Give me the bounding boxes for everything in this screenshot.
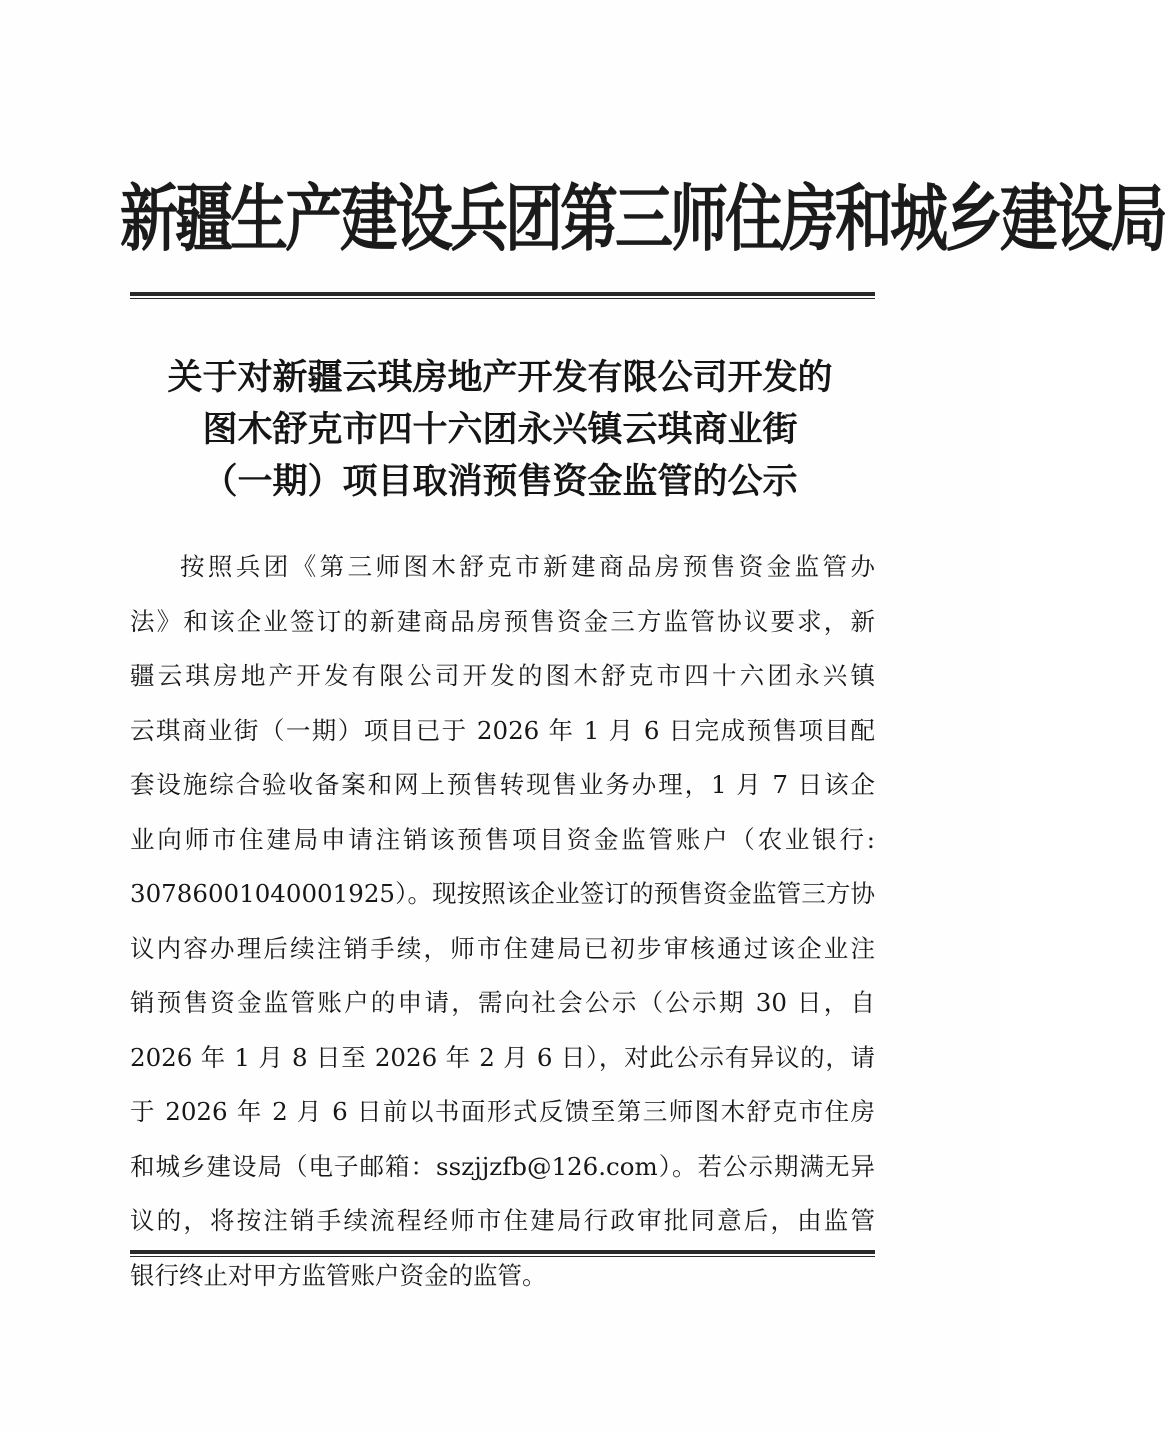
title-line: （一期）项目取消预售资金监管的公示 [202,462,798,502]
header-divider-thick [130,292,875,296]
body-line: 和城乡建设局（电子邮箱：sszjjzfb@126.com）。若公示期满无异 [130,1151,875,1181]
header-divider [130,292,875,299]
body-line: 法》和该企业签订的新建商品房预售资金三方监管协议要求，新 [130,606,875,636]
body-line: 疆云琪房地产开发有限公司开发的图木舒克市四十六团永兴镇 [130,661,875,690]
body-line: 套设施综合验收备案和网上预售转现售业务办理，1 月 7 日该企 [130,770,875,799]
body-line: 议内容办理后续注销手续，师市住建局已初步审核通过该企业注 [130,933,875,963]
footer-divider-thick [130,1250,875,1254]
title-line: 图木舒克市四十六团永兴镇云琪商业街 [202,410,798,450]
notice-title [120,352,880,508]
body-line: 按照兵团《第三师图木舒克市新建商品房预售资金监管办 [180,552,875,581]
body-line: 2026 年 1 月 8 日至 2026 年 2 月 6 日），对此公示有异议的，请 [130,1042,875,1072]
body-line: 业向师市住建局申请注销该预售项目资金监管账户（农业银行: [130,824,875,854]
header-divider-thin [130,298,875,299]
notice-body [130,540,875,1303]
title-line: 关于对新疆云琪房地产开发有限公司开发的 [167,358,833,398]
footer-divider-thin [130,1256,875,1257]
body-line: 银行终止对甲方监管账户资金的监管。 [130,1260,547,1290]
body-line: 于 2026 年 2 月 6 日前以书面形式反馈至第三师图木舒克市住房 [130,1097,875,1126]
body-line: 销预售资金监管账户的申请，需向社会公示（公示期 30 日，自 [130,988,875,1017]
footer-divider [130,1250,875,1257]
organization-header: 新疆生产建设兵团第三师住房和城乡建设局 [120,176,1165,262]
body-line: 30786001040001925）。现按照该企业签订的预售资金监管三方协 [130,879,875,908]
body-line: 议的，将按注销手续流程经师市住建局行政审批同意后，由监管 [130,1206,875,1235]
body-line: 云琪商业街（一期）项目已于 2026 年 1 月 6 日完成预售项目配 [130,715,875,745]
